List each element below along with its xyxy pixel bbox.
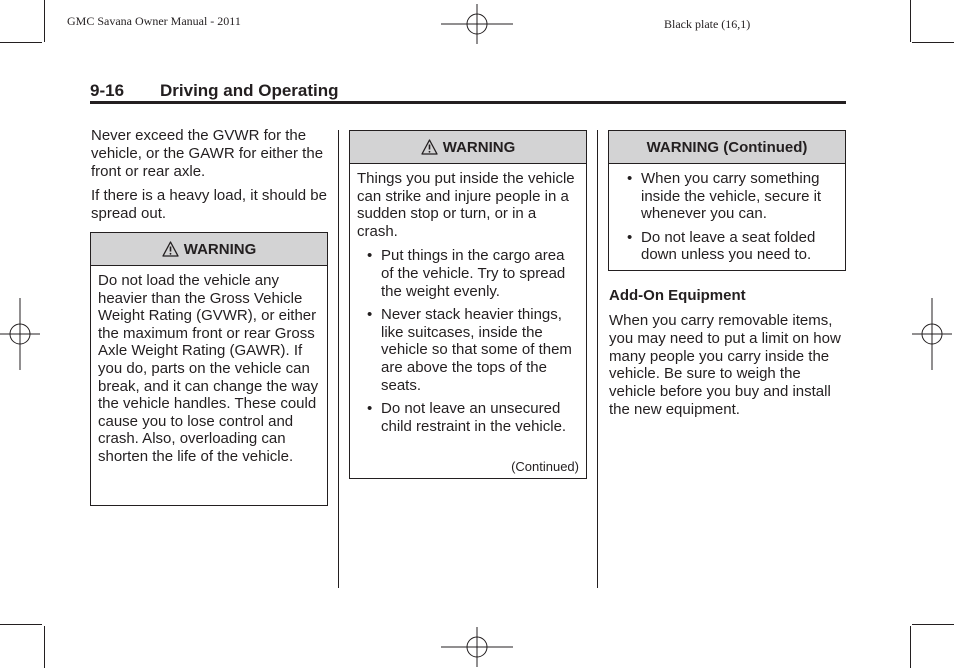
crosshair-icon — [441, 4, 513, 44]
manual-title: GMC Savana Owner Manual - 2011 — [67, 14, 241, 28]
bullet-text: When you carry something inside the vehicle, secure it whenever you can. — [641, 170, 822, 223]
list-item — [627, 229, 838, 264]
heavy-load-paragraph: If there is a heavy load, it should be spread out. — [91, 187, 327, 222]
plate-label: Black plate (16,1) — [664, 17, 751, 31]
crop-mark-br-horizontal — [912, 624, 954, 625]
column-divider — [597, 130, 598, 588]
warning-body: Do not load the vehicle any heavier than the Gross Vehicle Weight Rating (GVWR), or either the maximum front or rear Gross Axle Weight Rating (GAWR). If you do, parts on the vehicle can break, and it can change the way the vehicle handles. These could cause you to lose control and crash. Also, overloading can shorten the life of the vehicle. — [98, 272, 319, 465]
warning-box-continued — [608, 130, 846, 271]
warning-box-overload — [90, 232, 328, 506]
section-heading — [90, 81, 339, 101]
warning-title: WARNING (Continued) — [646, 138, 808, 156]
warning-bullet-list — [616, 170, 838, 264]
warning-body — [350, 164, 586, 435]
crop-mark-tr-vertical — [910, 0, 911, 42]
crop-mark-bl-horizontal — [0, 624, 42, 625]
warning-title: WARNING — [442, 138, 516, 156]
section-rule — [90, 101, 846, 104]
section-title: Driving and Operating — [160, 81, 339, 100]
warning-header — [91, 233, 327, 266]
bullet-icon: • — [627, 228, 633, 246]
bullet-icon: • — [367, 400, 373, 418]
exclamation-triangle-icon — [162, 241, 179, 257]
list-item — [367, 306, 579, 394]
bullet-text: Do not leave an unsecured child restraint in the vehicle. — [381, 400, 567, 435]
warning-intro: Things you put inside the vehicle can strike and injure people in a sudden stop or turn, or in a crash. — [357, 170, 575, 240]
bullet-text: Never stack heavier things, like suitcases, inside the vehicle so that some of them are above the tops of the seats. — [381, 306, 572, 394]
bullet-icon: • — [367, 306, 373, 324]
continued-label: (Continued) — [511, 459, 579, 474]
crop-mark-bl-vertical — [44, 626, 45, 668]
warning-header — [350, 131, 586, 164]
crosshair-icon — [912, 298, 952, 370]
warning-box-cargo — [349, 130, 587, 479]
list-item — [627, 170, 838, 223]
column-divider — [338, 130, 339, 588]
crop-mark-br-vertical — [910, 626, 911, 668]
bullet-text: Put things in the cargo area of the vehicle. Try to spread the weight evenly. — [381, 247, 566, 300]
page-number: 9-16 — [90, 81, 125, 100]
gvwr-paragraph: Never exceed the GVWR for the vehicle, or the GAWR for either the front or rear axle. — [91, 127, 324, 180]
warning-bullet-list — [357, 247, 579, 435]
warning-title: WARNING — [183, 240, 257, 258]
crop-mark-tl-horizontal — [0, 42, 42, 43]
crop-mark-tl-vertical — [44, 0, 45, 42]
add-on-equipment-paragraph: When you carry removable items, you may need to put a limit on how many people you carry inside the vehicle. Be sure to weigh the vehicle before you buy and install the new equipment. — [609, 312, 841, 418]
add-on-equipment-heading: Add-On Equipment — [609, 287, 746, 304]
bullet-text: Do not leave a seat folded down unless you need to. — [641, 228, 816, 264]
list-item — [367, 247, 579, 300]
warning-header — [609, 131, 845, 164]
crosshair-icon — [441, 627, 513, 667]
exclamation-triangle-icon — [421, 139, 438, 155]
bullet-icon: • — [367, 247, 373, 265]
warning-body — [609, 164, 845, 264]
list-item — [367, 400, 579, 435]
crop-mark-tr-horizontal — [912, 42, 954, 43]
crosshair-icon — [0, 298, 40, 370]
bullet-icon: • — [627, 170, 633, 187]
